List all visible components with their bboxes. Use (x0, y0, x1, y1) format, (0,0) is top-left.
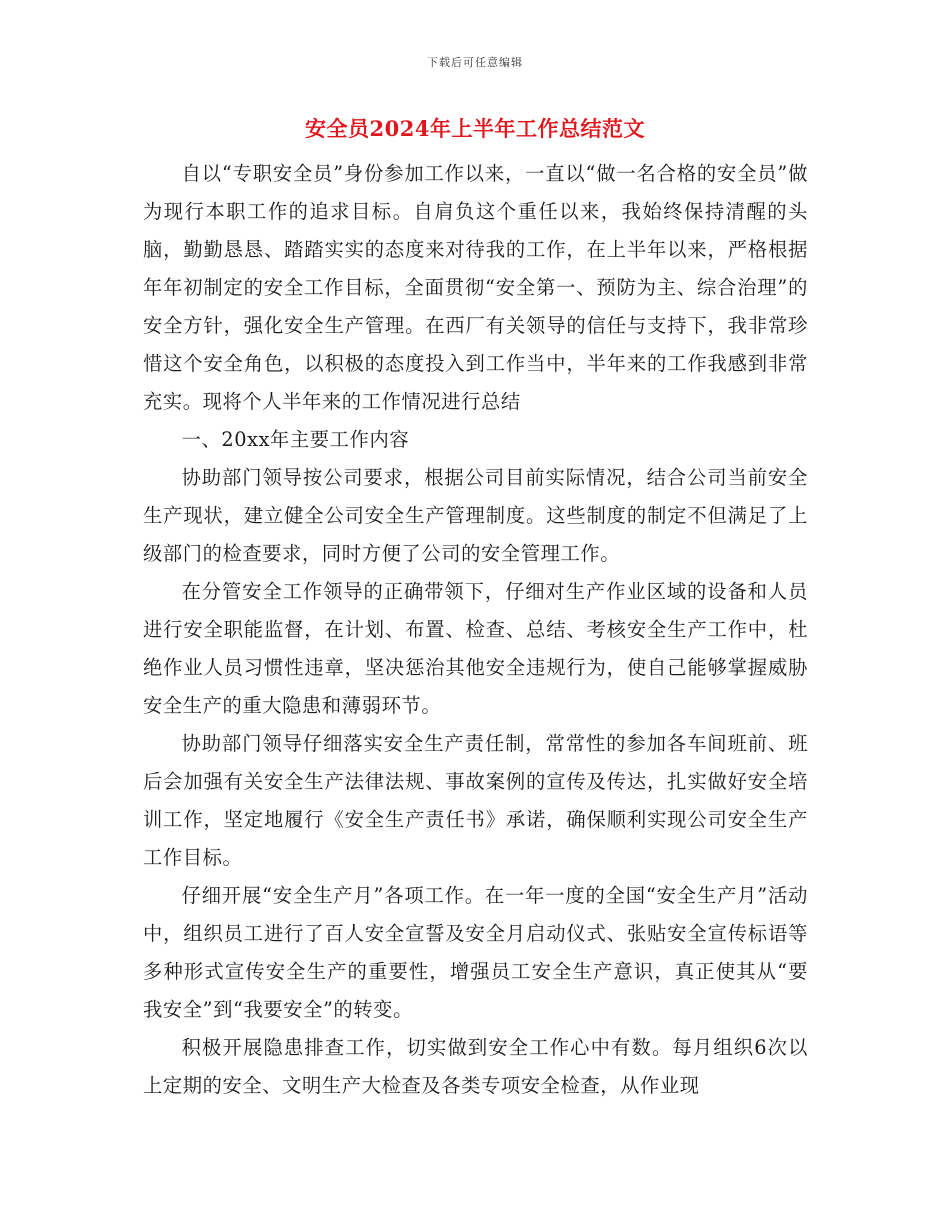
document-body (143, 155, 808, 1105)
paragraph: 协助部门领导按公司要求，根据公司目前实际情况，结合公司当前安全生产现状，建立健全公司安全生产管理制度。这些制度的制定不但满足了上级部门的检查要求，同时方便了公司的安全管理工作。 (143, 466, 808, 565)
section-heading: 一、20xx年主要工作内容 (181, 428, 410, 451)
paragraph: 协助部门领导仔细落实安全生产责任制，常常性的参加各车间班前、班后会加强有关安全生产法律法规、事故案例的宣传及传达，扎实做好安全培训工作，坚定地履行《安全生产责任书》承诺，确保顺利实现公司安全生产工作目标。 (143, 732, 808, 869)
header-note: 下载后可任意编辑 (427, 56, 523, 69)
paragraph: 仔细开展“安全生产月”各项工作。在一年一度的全国“安全生产月”活动中，组织员工进行了百人安全宣誓及安全月启动仪式、张贴安全宣传标语等多种形式宣传安全生产的重要性，增强员工安全生产意识，真正使其从“要我安全”到“我要安全”的转变。 (143, 884, 808, 1021)
paragraph: 在分管安全工作领导的正确带领下，仔细对生产作业区域的设备和人员进行安全职能监督，在计划、布置、检查、总结、考核安全生产工作中，杜绝作业人员习惯性违章，坚决惩治其他安全违规行为，使自己能够掌握威胁安全生产的重大隐患和薄弱环节。 (143, 580, 808, 717)
paragraph: 积极开展隐患排查工作，切实做到安全工作心中有数。每月组织6次以上定期的安全、文明生产大检查及各类专项安全检查，从作业现 (143, 1036, 808, 1097)
paragraph-intro: 自以“专职安全员”身份参加工作以来，一直以“做一名合格的安全员”做为现行本职工作的追求目标。自肩负这个重任以来，我始终保持清醒的头脑，勤勤恳恳、踏踏实实的态度来对待我的工作，在上半年以来，严格根据年年初制定的安全工作目标，全面贯彻“安全第一、预防为主、综合治理”的安全方针，强化安全生产管理。在西厂有关领导的信任与支持下，我非常珍惜这个安全角色，以积极的态度投入到工作当中，半年来的工作我感到非常充实。现将个人半年来的工作情况进行总结 (143, 162, 808, 413)
document-title: 安全员2024年上半年工作总结范文 (305, 116, 645, 141)
